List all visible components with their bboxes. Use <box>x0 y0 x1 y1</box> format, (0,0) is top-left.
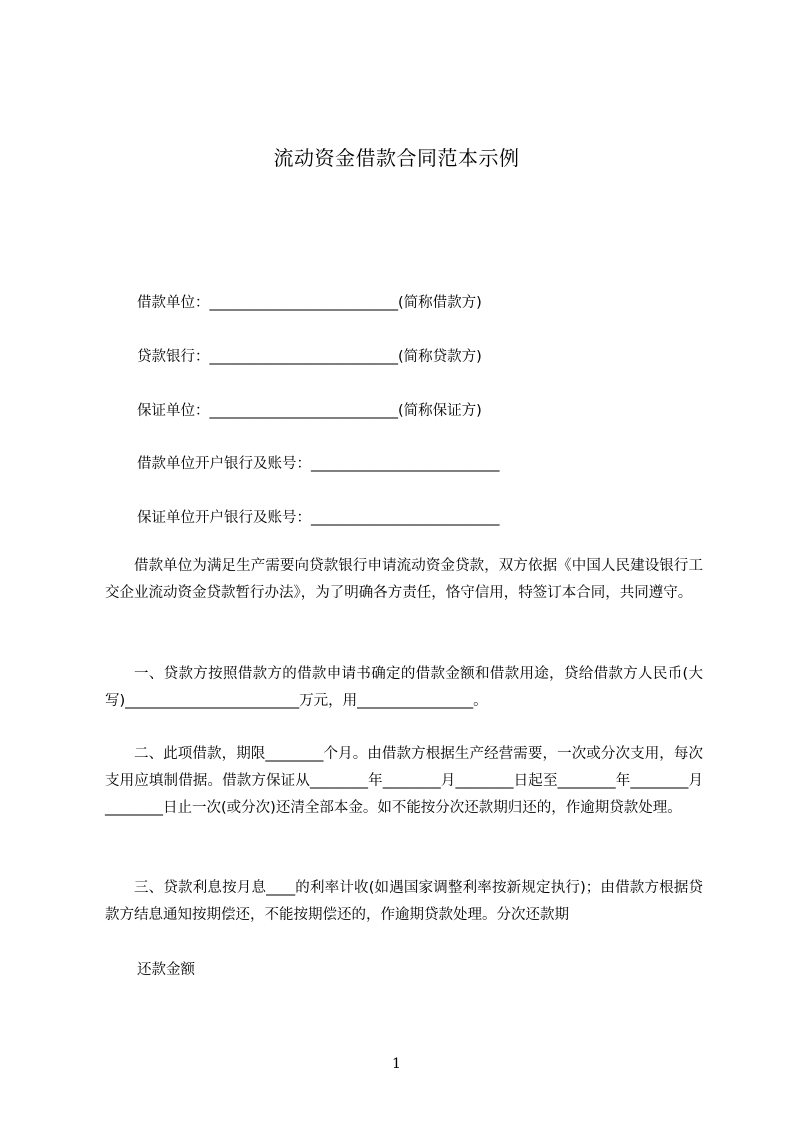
clause-1-paragraph: 一、贷款方按照借款方的借款申请书确定的借款金额和借款用途，贷给借款方人民币(大写)________________________万元，用________________。 <box>105 666 703 709</box>
document-title: 流动资金借款合同范本示例 <box>273 146 520 170</box>
lender-field: 贷款银行：__________________________(简称贷款方) <box>137 349 482 365</box>
page-number: 1 <box>392 1056 401 1072</box>
borrower-field: 借款单位：__________________________(简称借款方) <box>137 295 482 311</box>
guarantor-field: 保证单位：__________________________(简称保证方) <box>137 403 482 419</box>
borrower-account-field: 借款单位开户银行及账号：__________________________ <box>137 456 500 472</box>
repayment-amount-label: 还款金额 <box>137 962 195 978</box>
preamble-paragraph: 借款单位为满足生产需要向贷款银行申请流动资金贷款，双方依据《中国人民建设银行工交企业流动资金贷款暂行办法》，为了明确各方责任，恪守信用，特签订本合同，共同遵守。 <box>105 558 703 601</box>
clause-3-paragraph: 三、贷款利息按月息____的利率计收(如遇国家调整利率按新规定执行)；由借款方根据贷款方结息通知按期偿还，不能按期偿还的，作逾期贷款处理。分次还款期 <box>105 880 703 923</box>
clause-2-paragraph: 二、此项借款，期限________个月。由借款方根据生产经营需要，一次或分次支用，每次支用应填制借据。借款方保证从________年________月________日起至________年________月________日止一次(或分次)还清全部本金。如不能按分次还款期归还的，作逾期贷款处理。 <box>105 746 703 816</box>
guarantor-account-field: 保证单位开户银行及账号：__________________________ <box>137 510 500 526</box>
